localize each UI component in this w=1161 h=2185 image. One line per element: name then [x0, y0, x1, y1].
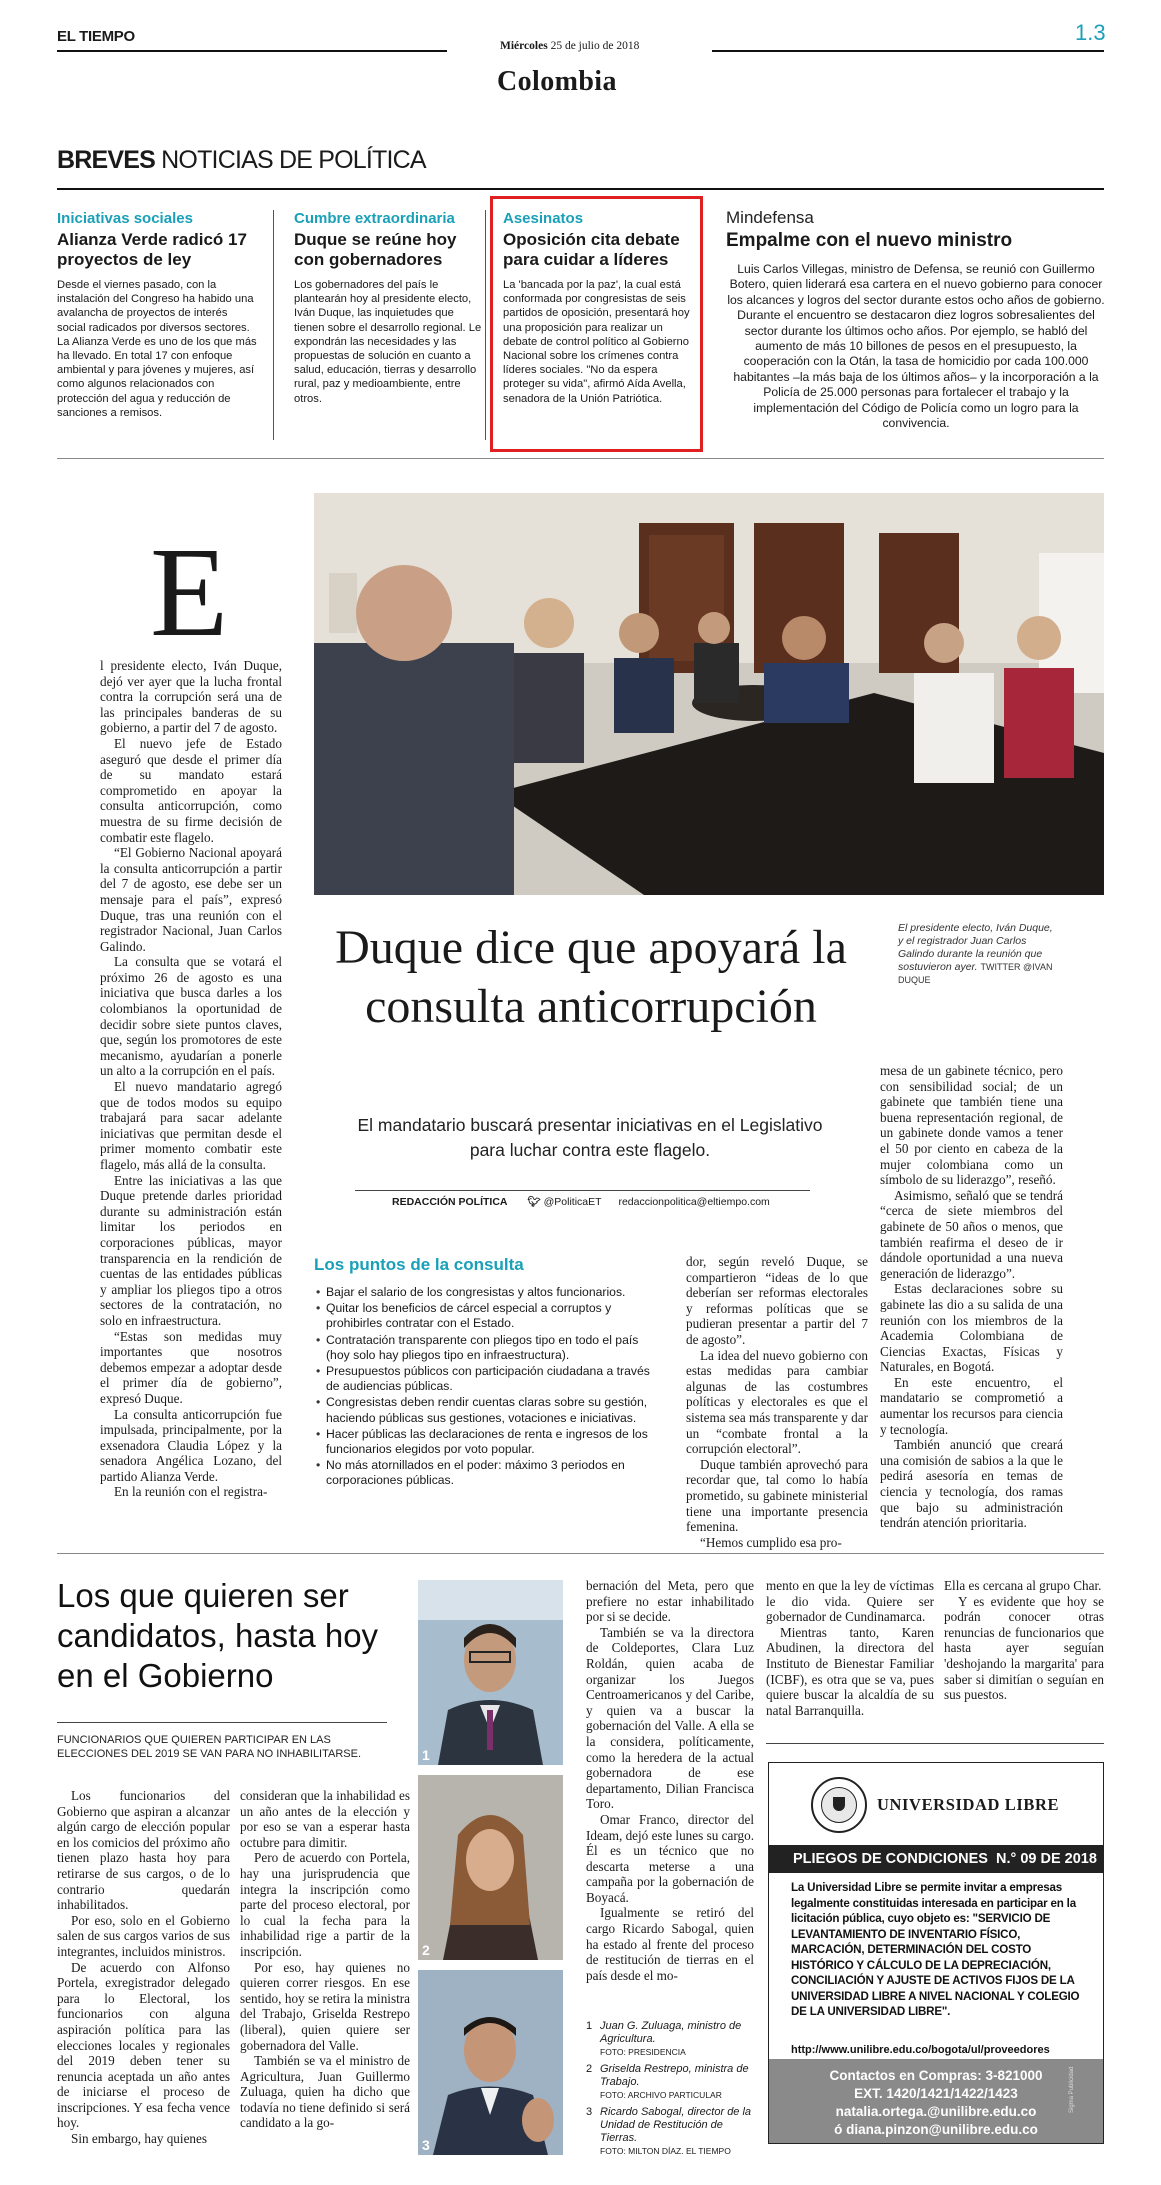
portrait-illustration	[418, 1775, 563, 1960]
brief-headline: Duque se reúne hoy con gobernadores	[294, 230, 457, 269]
breves-label-rest: NOTICIAS DE POLÍTICA	[161, 146, 426, 174]
ad-banner: PLIEGOS DE CONDICIONES N.° 09 DE 2018	[769, 1845, 1103, 1873]
paragraph: mento en que la ley de víctimas le dio vida. Quiere ser gobernador de Cundinamarca.	[766, 1578, 934, 1625]
photo-caption-text: El presidente electo, Iván Duque, y el registrador Juan Carlos Galindo durante la reunión que sostuvieron ayer.	[898, 922, 1053, 973]
twitter-icon: 🐦︎	[527, 1196, 541, 1208]
portrait-number: 2	[422, 1942, 430, 1958]
paragraph: bernación del Meta, pero que prefiere no estar inhabilitado por si se decide.	[586, 1578, 754, 1625]
brief-kicker: Asesinatos	[503, 210, 584, 227]
paragraph: Asimismo, señaló que se tendrá “cerca de siete miembros del gabinete de 50 años o menos, que también reafirma el deseo de ir dándole oportunidad a una nueva generación de liderazgo”.	[880, 1187, 1063, 1281]
second-subhead-rule	[57, 1722, 387, 1723]
drop-cap: E	[150, 521, 229, 663]
paragraph: El nuevo jefe de Estado aseguró que desde el primer día de su mandato estará comprometido en apoyar la consulta anticorrupción, como muestra de su firme decisión de combatir este flagelo.	[100, 735, 282, 845]
paragraph: Sin embargo, hay quienes	[71, 2131, 208, 2147]
byline	[392, 1195, 770, 1208]
paragraph: Los funcionarios del Gobierno que aspiran a alcanzar algún cargo de elección popular en los comicios del próximo año tienen plazo hasta hoy para retirarse de sus cargos, o de lo contrario quedarán inhabilitados.	[57, 1788, 230, 1913]
brief-text: Desde el viernes pasado, con la instalación del Congreso ha habido una avalancha de proyectos de interés social radicados por diversos sectores. La Alianza Verde es uno de los que más ha llevado. En total 17 con enfoque ambiental y para jóvenes y mujeres, así como algunos relacionados con protección del agua y reducción de sanciones a remisos.	[57, 279, 257, 419]
ad-top-rule	[766, 1743, 1104, 1744]
ad-url[interactable]: http://www.unilibre.edu.co/bogota/ul/proveedores	[791, 2044, 1050, 2056]
ad-side-note: Sigma Publicidad	[1069, 2066, 1075, 2113]
main-headline: Duque dice que apoyará la consulta anticorrupción	[335, 921, 847, 1033]
second-column-5	[944, 1578, 1104, 1703]
byline-email[interactable]: redaccionpolitica@eltiempo.com	[618, 1196, 770, 1208]
main-column-3	[686, 1254, 868, 1550]
points-box-title: Los puntos de la consulta	[314, 1255, 524, 1274]
portrait-photo-2	[418, 1775, 563, 1960]
portrait-photo-3	[418, 1970, 563, 2155]
paragraph: Entre las iniciativas a las que Duque pretende darles prioridad durante su administración están limitar los periodos en corporaciones públicas, mayor transparencia en la rendición de cuentas de las entidades públicas y ampliar los pliegos tipo a otros sectores de la contratación, no solo en infraestructura.	[100, 1172, 282, 1328]
portrait-captions	[586, 2020, 756, 2162]
caption-item	[586, 2020, 756, 2059]
caption-name: Juan G. Zuluaga,	[600, 2020, 685, 2032]
ad-contact-email-1[interactable]: natalia.ortega.@unilibre.edu.co	[835, 2104, 1037, 2119]
portrait-illustration	[418, 1970, 563, 2155]
paragraph: El nuevo mandatario agregó que de todos modos su equipo trabajará para sacar adelante iniciativas que permitan desde el primer momento combatir este flagelo, más allá de la consulta.	[100, 1079, 282, 1172]
paragraph: Estas declaraciones sobre su gabinete las dio a su salida de una reunión con los miembros de la Academia Colombiana de Ciencias Exactas, Físicas y Naturales, en Bogotá.	[880, 1281, 1063, 1375]
ad-box	[768, 1762, 1104, 2144]
section-divider	[57, 1553, 1104, 1554]
byline-author: REDACCIÓN POLÍTICA	[392, 1196, 508, 1208]
brief-headline: Alianza Verde radicó 17 proyectos de ley	[57, 230, 247, 269]
paragraph: mesa de un gabinete técnico, pero con sensibilidad social; de un gabinete que también tiene una buena representación regional, de un gabinete donde vamos a tener el 50 por ciento en cabeza de la mujer colombiana como un símbolo de su liderazgo”, reseñó.	[880, 1063, 1063, 1188]
brief-divider	[273, 210, 274, 440]
caption-number: 2	[586, 2063, 593, 2075]
second-column-3	[586, 1578, 754, 1983]
issue-date-day: Miércoles	[500, 40, 548, 52]
paragraph: Ella es cercana al grupo Char.	[944, 1578, 1102, 1593]
main-column-1	[100, 658, 282, 1500]
caption-number: 1	[586, 2020, 593, 2032]
paragraph: dor, según reveló Duque, se compartieron “ideas de lo que deberían ser reformas electorales y reformas políticas que se pudieran presentar a partir del 7 de agosto”.	[686, 1254, 868, 1347]
portrait-illustration	[418, 1580, 563, 1765]
paragraph: Mientras tanto, Karen Abudinen, la directora del Instituto de Bienestar Familiar (ICBF), es otra que se va, pues quiere buscar la alcaldía de su natal Barranquilla.	[766, 1624, 934, 1718]
paragraph: Pero de acuerdo con Portela, hay una jurisprudencia que integra la inscripción como parte del proceso electoral, por lo cual la fecha para la inhabilidad rige a partir de la inscripción.	[240, 1850, 410, 1959]
paragraph: También anunció que creará una comisión de sabios a la que le pedirá asesoría en temas de ciencia y tecnología, dos ramas que bajo su administración tendrán atención prioritaria.	[880, 1437, 1063, 1531]
paragraph: En este encuentro, el mandatario se comprometió a aumentar los recursos para ciencia y tecnología.	[880, 1374, 1063, 1437]
ad-brand: UNIVERSIDAD LIBRE	[877, 1795, 1060, 1814]
portrait-photo-1	[418, 1580, 563, 1765]
second-headline: Los que quieren ser candidatos, hasta hoy en el Gobierno	[57, 1577, 379, 1694]
caption-credit: FOTO: PRESIDENCIA	[600, 2047, 686, 2057]
brief-headline: Empalme con el nuevo ministro	[726, 230, 1013, 251]
caption-credit: FOTO: ARCHIVO PARTICULAR	[600, 2090, 722, 2100]
brief-2	[294, 210, 482, 406]
list-item: • Hacer públicas las declaraciones de renta e ingresos de los funcionarios elegidos por voto popular.	[316, 1427, 661, 1457]
list-item: • Presupuestos públicos con participación ciudadana a través de audiencias públicas.	[316, 1364, 661, 1394]
brief-text: Los gobernadores del país le plantearán hoy al presidente electo, Iván Duque, las inquietudes que tienen sobre el desarrollo regional. Le expondrán las necesidades y las propuestas de solución en cuanto a salud, educación, tierras y desarrollo rural, paz y medioambiente, entre otros.	[294, 279, 482, 405]
section-title: Colombia	[497, 66, 617, 97]
paragraph: “Estas son medidas muy importantes que nosotros debemos empezar a adoptar desde el primer día de gobierno”, expresó Duque.	[100, 1328, 282, 1406]
list-item: • Contratación transparente con pliegos tipo en todo el país (hoy solo hay pliegos tipo en infraestructura).	[316, 1333, 661, 1363]
portrait-number: 1	[422, 1747, 430, 1763]
byline-top-rule	[355, 1190, 810, 1191]
brief-headline: Oposición cita debate para cuidar a líderes	[503, 230, 680, 269]
brief-text: Luis Carlos Villegas, ministro de Defensa, se reunió con Guillermo Botero, quien liderará esa cartera en el nuevo gobierno para conocer los alcances y logros del sector durante estos ocho años de gobierno. Durante el encuentro se destacaron diez logros sobresalientes del sector durante los últimos ocho años. Por ejemplo, se habló del aumento de más 10 billones de pesos en el presupuesto, la cooperación con la Otán, la tasa de homicidio por cada 100.000 habitantes –la más baja de los últimos años– y la incorporación a la Policía de 25.000 personas para fortalecer el trabajo y la implementación del Código de Policía como un logro para la convivencia.	[727, 262, 1105, 431]
paragraph: “El Gobierno Nacional apoyará la consulta anticorrupción a partir del 7 de agosto, ese debe ser un mensaje para el país”, expresó Duque, tras una reunión con el registrador Nacional, Juan Carlos Galindo.	[100, 845, 282, 954]
second-column-1	[57, 1788, 230, 2147]
breves-top-rule	[57, 188, 1104, 190]
breves-bottom-rule	[57, 458, 1104, 459]
paragraph: La consulta anticorrupción fue impulsada, principalmente, por la exsenadora Claudia López y la senadora Angélica Lozano, del partido Alianza Verde.	[100, 1406, 282, 1484]
brief-text: La 'bancada por la paz', la cual está conformada por congresistas de seis partidos de oposición, presentará hoy una proposición para realizar un debate de control político al Gobierno Nacional sobre los crímenes contra líderes sociales. "No da espera proteger su vida", afirmó Aída Avella, senadora de la Unión Patriótica.	[503, 279, 690, 405]
breves-label-bold: BREVES	[57, 146, 156, 174]
paragraph: De acuerdo con Alfonso Portela, exregistrador delegado para lo Electoral, los funcionarios con alguna aspiración política para las elecciones locales y regionales del 2019 deben tener su renuncia aceptada un año antes de iniciarse el proceso de inscripciones. Y esa fecha vence hoy.	[57, 1959, 230, 2131]
ad-body: La Universidad Libre se permite invitar a empresas legalmente constituidas interesada en participar en la licitación pública, cuyo objeto es: "SERVICIO DE LEVANTAMIENTO DE INVENTARIO FÍSICO, MARCACIÓN, DETERMINACIÓN DEL COSTO HISTÓRICO Y CÁLCULO DE LA DEPRECIACIÓN, CONCILIACIÓN Y AJUSTE DE ACTIVOS FIJOS DE LA UNIVERSIDAD LIBRE A NIVEL NACIONAL Y COLEGIO DE LA UNIVERSIDAD LIBRE".	[791, 1881, 1080, 2018]
byline-twitter[interactable]: @PoliticaET	[543, 1196, 602, 1208]
brief-1	[57, 210, 257, 420]
paragraph: “Hemos cumplido esa pro-	[700, 1534, 842, 1550]
photo-caption	[898, 922, 1058, 987]
caption-name: Griselda Restrepo,	[600, 2063, 692, 2075]
paragraph: La consulta que se votará el próximo 26 de agosto es una iniciativa que busca darles a los colombianos la oportunidad de decidir sobre siete puntos claves, que, según los promotores de este mecanismo, ayudarían a ponerle un alto a la corrupción en el país.	[100, 954, 282, 1079]
brief-kicker: Mindefensa	[726, 208, 814, 227]
meeting-photo-illustration	[314, 493, 1104, 895]
second-column-2	[240, 1788, 410, 2131]
paragraph: En la reunión con el registra-	[114, 1484, 268, 1500]
paragraph: La idea del nuevo gobierno con estas medidas para cambiar algunas de las costumbres políticas y electorales es que el sistema sea más transparente y dar un “combate frontal a la corrupción electoral”.	[686, 1347, 868, 1457]
paragraph: Igualmente se retiró del cargo Ricardo Sabogal, quien ha estado al frente del proceso de restitución de tierras en el país desde el mo-	[586, 1905, 754, 1983]
caption-credit: FOTO: MILTON DÍAZ. EL TIEMPO	[600, 2146, 731, 2156]
ad-contact-block	[769, 2059, 1103, 2143]
newspaper-logo: EL TIEMPO	[57, 28, 135, 45]
caption-role: ministro de Agricultura.	[600, 2020, 742, 2045]
list-item: • Quitar los beneficios de cárcel especial a corruptos y prohibirles contratar con el Estado.	[316, 1301, 661, 1331]
masthead-right-rule	[712, 50, 1104, 52]
ad-contact-ext: EXT. 1420/1421/1422/1423	[854, 2086, 1018, 2101]
caption-item	[586, 2106, 756, 2158]
main-subhead: El mandatario buscará presentar iniciativas en el Legislativo para luchar contra este flagelo.	[357, 1115, 823, 1160]
photo-credit: TWITTER @IVAN DUQUE	[898, 962, 1053, 985]
ad-contact-email-2[interactable]: ó diana.pinzon@unilibre.edu.co	[834, 2122, 1038, 2137]
paragraph: También se va el ministro de Agricultura, Juan Guillermo Zuluaga, quien ha dicho que todavía no tiene definido si será candidato a la go-	[240, 2053, 410, 2131]
paragraph: Omar Franco, director del Ideam, dejó este lunes su cargo. Él es un técnico que no descarta meterse a una campaña por la gobernación de Boyacá.	[586, 1811, 754, 1905]
main-column-4	[880, 1063, 1063, 1531]
caption-role: ministra de Trabajo.	[600, 2063, 749, 2088]
list-item: • Bajar el salario de los congresistas y altos funcionarios.	[316, 1285, 661, 1300]
caption-item	[586, 2063, 756, 2102]
points-list	[316, 1285, 661, 1490]
paragraph: Duque también aprovechó para recordar que, tal como lo había prometido, su gabinete ministerial tiene una importante presencia femenina.	[686, 1456, 868, 1535]
brief-3	[503, 210, 693, 406]
portrait-number: 3	[422, 2137, 430, 2153]
breves-label	[57, 146, 426, 175]
brief-kicker: Iniciativas sociales	[57, 210, 193, 227]
list-item: • Congresistas deben rendir cuentas claras sobre su gestión, haciendo públicas sus gestiones, votaciones e iniciativas.	[316, 1395, 661, 1425]
second-subhead: FUNCIONARIOS QUE QUIEREN PARTICIPAR EN LAS ELECCIONES DEL 2019 SE VAN PARA NO INHABILITARSE.	[57, 1734, 362, 1760]
ad-contact-phone: Contactos en Compras: 3-821000	[829, 2068, 1043, 2083]
issue-date-rest: 25 de julio de 2018	[550, 40, 640, 52]
masthead-left-rule	[57, 50, 447, 52]
caption-role: director de la Unidad de Restitución de Tierras.	[600, 2106, 752, 2144]
brief-4	[726, 208, 1106, 431]
masthead	[0, 0, 1161, 110]
university-seal-icon	[811, 1777, 867, 1833]
second-column-4	[766, 1578, 934, 1718]
paragraph: consideran que la inhabilidad es un año antes de la elección y por eso se van a esperar hasta octubre para dimitir.	[240, 1788, 410, 1850]
brief-kicker: Cumbre extraordinaria	[294, 210, 455, 227]
issue-date	[500, 40, 639, 52]
brief-divider	[485, 210, 486, 440]
paragraph: También se va la directora de Coldeportes, Clara Luz Roldán, quien acaba de organizar los Juegos Centroamericanos y del Caribe, y quien va a buscar la gobernación del Valle. A ella se la considera, políticamente, como la heredera de la actual gobernadora de ese departamento, Dilian Francisca Toro.	[586, 1624, 754, 1812]
page-number: 1.3	[1075, 20, 1106, 45]
list-item: • No más atornillados en el poder: máximo 3 periodos en corporaciones públicas.	[316, 1458, 661, 1488]
paragraph: Por eso, solo en el Gobierno salen de sus cargos varios de sus integrantes, incluidos ministros.	[57, 1912, 230, 1959]
caption-number: 3	[586, 2106, 593, 2118]
paragraph: l presidente electo, Iván Duque, dejó ver ayer que la lucha frontal contra la corrupción será una de las principales banderas de su gobierno, a partir del 7 de agosto.	[100, 658, 282, 736]
caption-name: Ricardo Sabogal,	[600, 2106, 685, 2118]
paragraph: Por eso, hay quienes no quieren correr riesgos. En ese sentido, hoy se retira la ministra del Trabajo, Griselda Restrepo (liberal), quien quiere ser gobernadora del Valle.	[240, 1959, 410, 2053]
paragraph: Y es evidente que hoy se podrán conocer otras renuncias de funcionarios que hasta ayer seguían 'deshojando la margarita' para saber si dimitían o seguían en sus puestos.	[944, 1593, 1104, 1703]
main-photo	[314, 493, 1104, 895]
